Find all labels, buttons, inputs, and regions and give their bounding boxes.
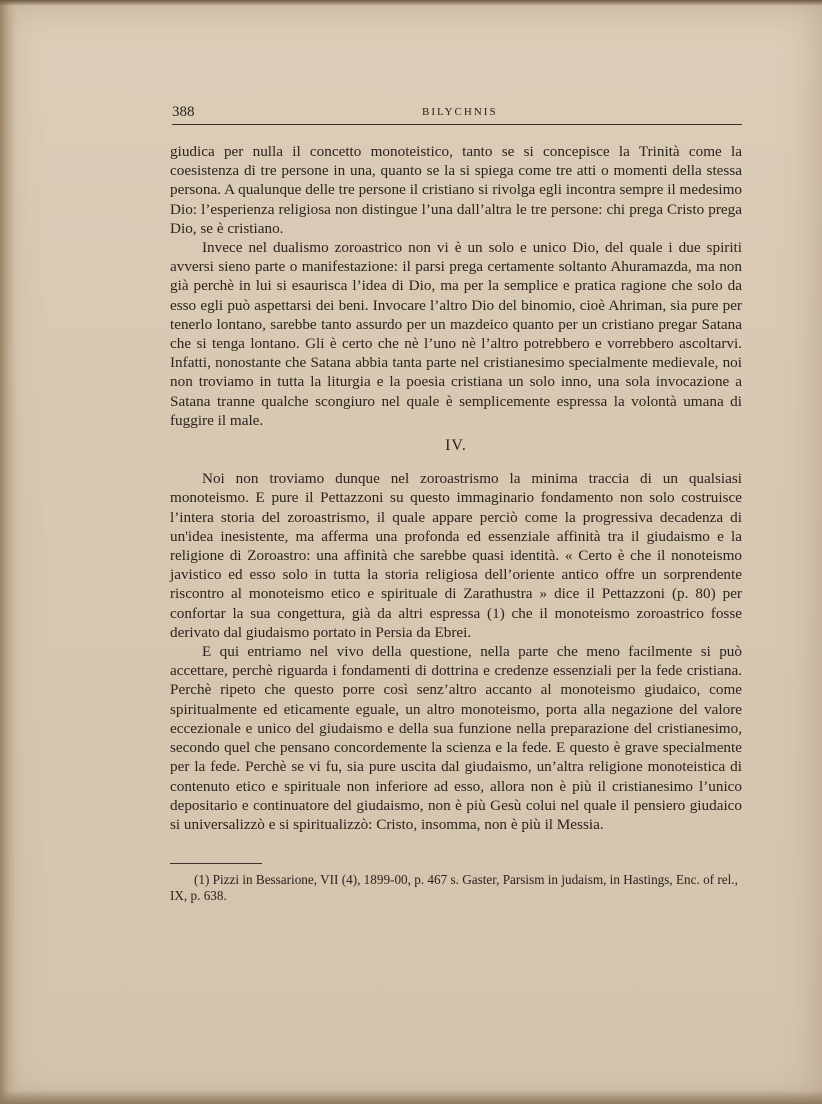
section-heading: IV. [445, 437, 467, 455]
footnote-rule [170, 863, 262, 864]
paragraph-4: E qui entriamo nel vivo della questione, nella parte che meno facilmente si può accettare, perchè riguarda i fondamenti di dottrina e credenze essenziali per la fede cristiana. Perchè ripeto che questo porre così senz’altro accanto al monoteismo giudaico, come spiritualmente ed eticamente eguale, un altro monoteismo, porta alla negazione del valore eccezionale e unico del giudaismo e della sua funzione nella preparazione del cristianesimo, secondo quel che pensano concordemente la scienza e la fede. E questo è grave specialmente per la fede. Perchè se vi fu, sia pure uscita dal giudaismo, un’altra religione monoteistica di contenuto etico e spirituale non inferiore ad esso, allora non è più il cristianesimo l’unico depositario e continuatore del giudaismo, non è più Gesù colui nel quale il pensiero giudaico si universalizzò e si spiritualizzò: Cristo, insomma, non è più il Messia. [170, 643, 742, 833]
header-rule [172, 124, 742, 125]
section-gap [170, 461, 742, 469]
page-number: 388 [172, 104, 195, 120]
paragraph-2: Invece nel dualismo zoroastrico non vi è un solo e unico Dio, del quale i due spiriti avversi sieno parte o manifestazione: il parsi prega certamente soltanto Ahuramazda, ma non già perchè in lui si esaurisca l’idea di Dio, ma per la semplice e pratica ragione che solo da esso egli può aspettarsi dei beni. Invocare l’altro Dio del binomio, cioè Ahriman, sia pure per tenerlo lontano, sarebbe tanto assurdo per un mazdeico quanto per un cristiano pregar Satana che si tenga lontano. Gli è certo che nè l’uno nè l’altro potrebbero e vorrebbero ascoltarvi. Infatti, nonostante che Satana abbia tanta parte nel cristianesimo specialmente medievale, noi non troviamo in tutta la liturgia e la poesia cristiana un solo inno, una sola invocazione a Satana tranne qualche scongiuro nel quale è semplicemente espressa la volontà umana di fuggire il male. [170, 239, 742, 429]
paragraph-3: Noi non troviamo dunque nel zoroastrismo la minima traccia di un qualsiasi monoteismo. E pure il Pettazzoni su questo immaginario fondamento non solo costruisce l’intera storia del zoroastrismo, il quale appare perciò come la progressiva decadenza di un'idea inesistente, ma afferma una profonda ed essenziale affinità tra il giudaismo e la religione di Zoroastro: una affinità che sarebbe quasi identità. « Certo è che il nonoteismo javistico ed esso solo in tutta la storia religiosa dell’oriente antico offre un sorprendente riscontro al monoteismo etico e spirituale di Zarathustra » dice il Pettazzoni (p. 80) per confortar la sua congettura, già da altri espressa (1) che il monoteismo zoroastrico fosse derivato dal giudaismo portato in Persia da Ebrei. [170, 470, 742, 641]
page-bottom-edge [0, 1090, 822, 1104]
page-left-edge [0, 0, 16, 1104]
body-text [170, 142, 742, 834]
page-top-edge [0, 0, 822, 6]
running-title: BILYCHNIS [422, 106, 498, 118]
paragraph-1: giudica per nulla il concetto monoteistico, tanto se si concepisce la Trinità come la coesistenza di tre persone in una, quanto se la si spiega come tre atti o momenti della stessa persona. A qualunque delle tre persone il cristiano si rivolga egli incontra sempre il medesimo Dio: l’esperienza religiosa non distingue l’una dall’altra le tre persone: chi prega Cristo prega Dio, se è cristiano. [170, 143, 742, 237]
running-header [172, 104, 742, 122]
footnote: (1) Pizzi in Bessarione, VII (4), 1899-00, p. 467 s. Gaster, Parsism in judaism, in Hastings, Enc. of rel., IX, p. 638. [170, 872, 738, 903]
